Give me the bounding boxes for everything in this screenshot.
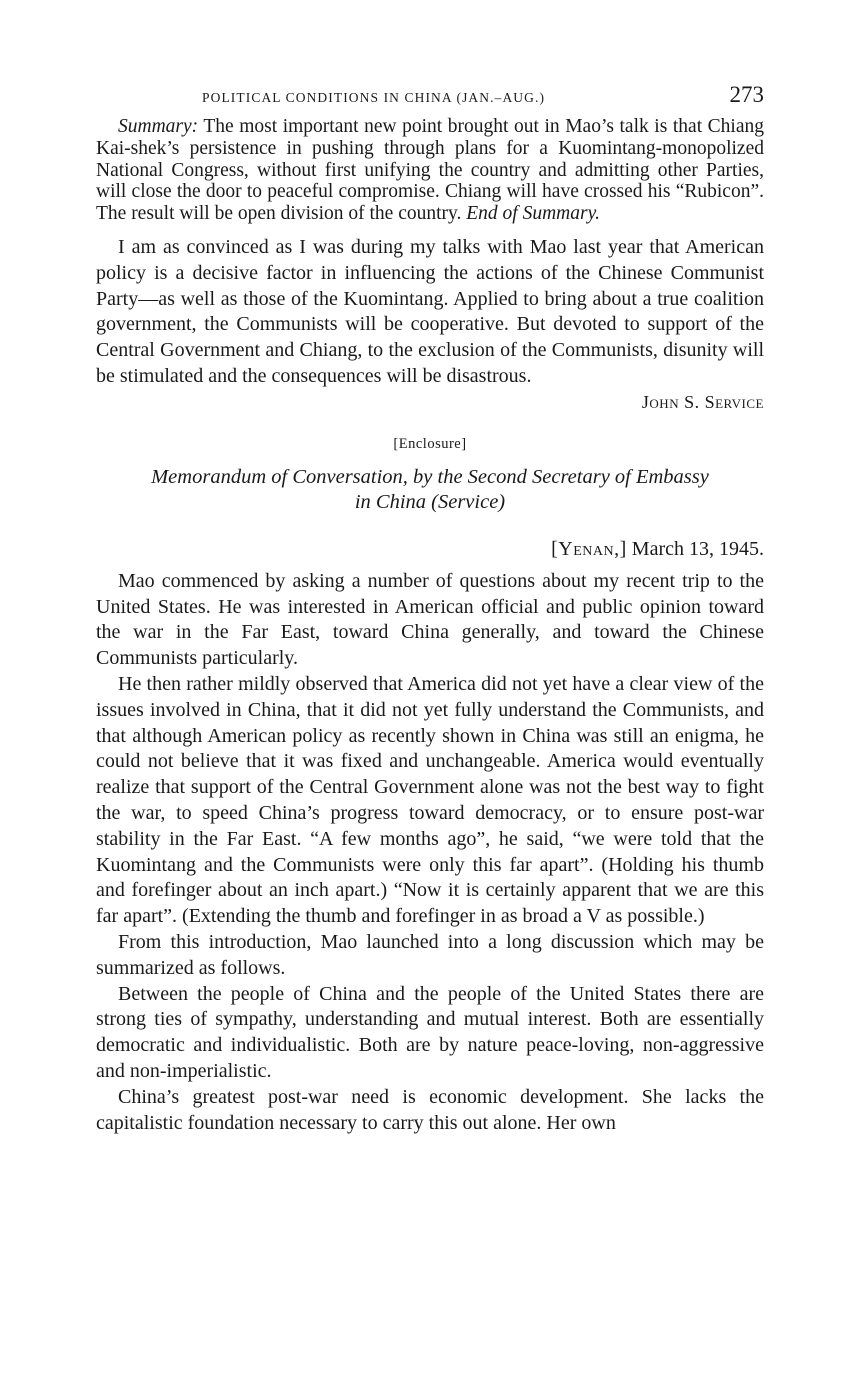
body-paragraph-5: China’s greatest post-war need is economic development. She lacks the capitalistic foundation necessary to carry this out alone. Her own	[96, 1085, 764, 1134]
enclosure-label: [Enclosure]	[393, 435, 467, 452]
body-paragraph-3: From this introduction, Mao launched into a long discussion which may be summarized as follows.	[96, 930, 764, 979]
signature: John S. Service	[641, 391, 764, 412]
memo-title-line-2: in China (Service)	[354, 490, 506, 513]
body-paragraph-4: Between the people of China and the people of the United States there are strong ties of sympathy, understanding and mutual interest. Both are essentially democratic and individualistic. Both are by nature peace-loving, non-aggressive and non-imperialistic.	[96, 982, 764, 1082]
summary-body: The most important new point brought out in Mao’s talk is that Chiang Kai-shek’s persistence in pushing through plans for a Kuomintang-monopolized National Congress, without first unifying the country and admitting other Parties, will close the door to peaceful compromise. Chiang will have crossed his “Rubicon”. The result will be open division of the country.	[96, 116, 764, 225]
running-title: POLITICAL CONDITIONS IN CHINA (JAN.–AUG.)	[202, 90, 546, 105]
page-number: 273	[729, 82, 764, 107]
body-paragraph-1: Mao commenced by asking a number of questions about my recent trip to the United States. He was interested in American official and public opinion toward the war in the Far East, toward China generally, and toward the Chinese Communists particularly.	[96, 569, 764, 670]
document-page	[96, 80, 764, 1136]
summary-paragraph	[96, 116, 764, 225]
running-head	[96, 80, 764, 116]
memo-title-line-1: Memorandum of Conversation, by the Second Secretary of Embassy	[151, 465, 709, 488]
intro-paragraph: I am as convinced as I was during my talks with Mao last year that American policy is a decisive factor in influencing the actions of the Chinese Communist Party—as well as those of the Kuomintang. Applied to bring about a true coalition government, the Communists will be cooperative. But devoted to support of the Central Government and Chiang, to the exclusion of the Communists, disunity will be stimulated and the consequences will be disastrous.	[96, 235, 764, 387]
body-paragraph-2: He then rather mildly observed that America did not yet have a clear view of the issues involved in China, that it did not yet fully understand the Communists, and that although American policy as recently shown in China was still an enigma, he could not believe that it was fixed and unchangeable. America would eventually realize that support of the Central Government alone was not the best way to fight the war, to speed China’s progress toward democracy, or to ensure post-war stability in the Far East. “A few months ago”, he said, “we were told that the Kuomintang and the Communists were only this far apart”. (Holding his thumb and forefinger about an inch apart.) “Now it is certainly apparent that we are this far apart”. (Extending the thumb and forefinger in as broad a V as possible.)	[96, 672, 764, 928]
memo-title	[96, 465, 764, 515]
summary-end: End of Summary.	[466, 203, 601, 225]
dateline	[96, 537, 764, 561]
dateline-date: March 13, 1945.	[626, 537, 764, 560]
dateline-place: [Yenan,]	[551, 537, 627, 560]
summary-label: Summary:	[118, 116, 199, 137]
